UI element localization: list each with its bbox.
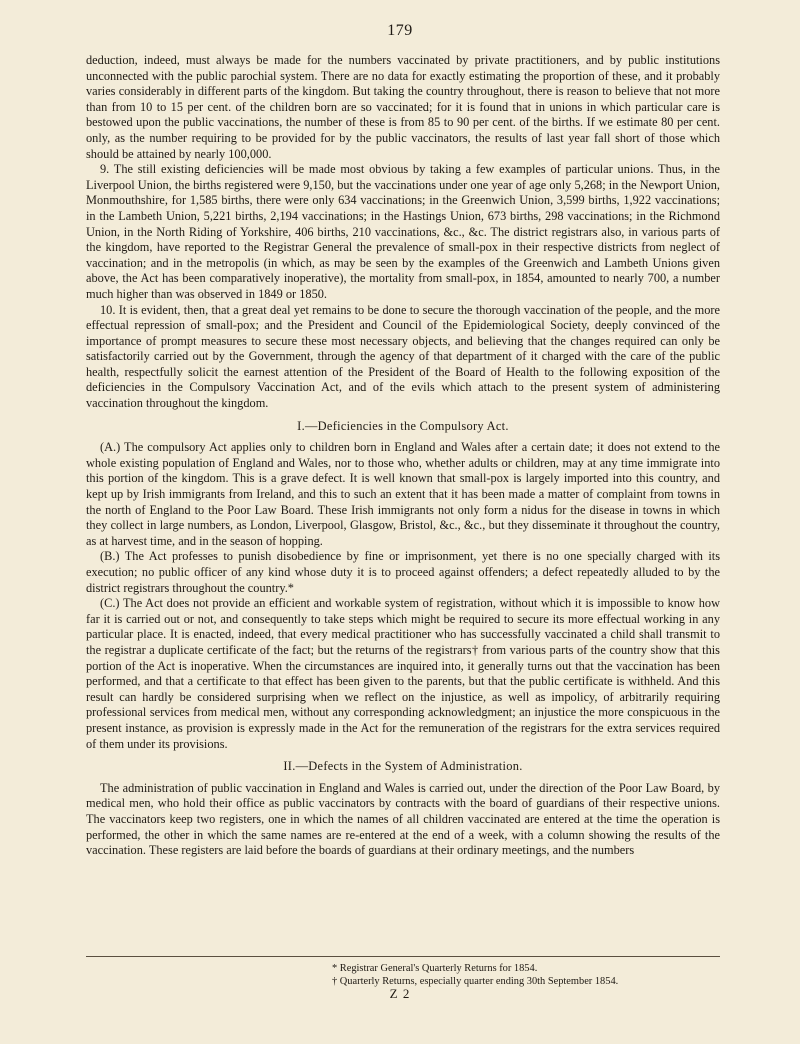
paragraph: 9. The still existing deficiencies will be made most obvious by taking a few examples of particular unions. Thus, in the Liverpool Union, the births registered were 9,150, but the vaccinations under one year of age only 5,268; in the Newport Union, Monmouthshire, for 1,585 births, there were only 634 vaccinations; in the Greenwich Union, 3,599 births, 1,922 vaccinations; in the Lambeth Union, 5,221 births, 2,194 vaccinations; in the Hastings Union, 673 births, 298 vaccinations; in the Richmond Union, in the North Riding of Yorkshire, 406 births, 210 vaccinations, &c., &c. The district registrars also, in various parts of the kingdom, have reported to the Registrar General the prevalence of small-pox in their respective districts from neglect of vaccination; and in the metropolis (in which, as may be seen by the examples of the Greenwich and Lambeth Unions given above, the Act has been comparatively inoperative), the mortality from small-pox, in 1854, amounted to nearly 700, a number much higher than was observed in 1849 or 1850. [86,162,720,301]
paragraph: 10. It is evident, then, that a great deal yet remains to be done to secure the thorough vaccination of the people, and the more effectual repression of small-pox; and the President and Council of the Epidemiological Society, deeply convinced of the importance of prompt measures to secure these most necessary objects, and believing that the changes required can only be satisfactorily carried out by the Government, through the agency of that department of it charged with the care of the public health, respectfully solicit the earnest attention of the President of the Board of Health to the following exposition of the deficiencies in the Compulsory Vaccination Act, and of the evils which attach to the present system of administering vaccination throughout the kingdom. [86,302,720,411]
footnote: † Quarterly Returns, especially quarter ending 30th September 1854. [332,976,619,987]
footnotes [86,956,720,988]
paragraph: The administration of public vaccination in England and Wales is carried out, under the direction of the Poor Law Board, by medical men, who hold their office as public vaccinators by contracts with the board of guardians of their respective unions. The vaccinators keep two registers, one in which the names of all children vaccinated are entered at the time the operation is performed, the other in which the same names are re-entered at the end of a week, with a column showing the results of the vaccination. These registers are laid before the boards of guardians at their ordinary meetings, and the numbers [86,780,720,858]
section-heading: II.—Defects in the System of Administration. [283,759,523,774]
paragraph: (A.) The compulsory Act applies only to children born in England and Wales after a certain date; it does not extend to the whole existing population of England and Wales, nor to those who, whether adults or children, may at any time immigrate into this portion of the kingdom. This is a grave defect. It is well known that small-pox is largely imported into this country, and kept up by Irish immigrants from Ireland, and this to such an extent that it has been made a matter of complaint from towns in the north of England to the Poor Law Board. These Irish immigrants not only form a nidus for the disease in towns in which they collect in large numbers, as London, Liverpool, Glasgow, Bristol, &c., &c., but they disseminate it throughout the country, as at harvest time, and in the season of hopping. [86,440,720,548]
signature-mark: Z 2 [389,986,411,1001]
paragraph: (B.) The Act professes to punish disobedience by fine or imprisonment, yet there is no one specially charged with its execution; no public officer of any kind whose duty it is to proceed against offenders; a defect repeatedly alluded to by the district registrars throughout the country.* [86,549,720,595]
section-heading: I.—Deficiencies in the Compulsory Act. [297,418,509,433]
paragraph: deduction, indeed, must always be made for the numbers vaccinated by private practitioners, and by public institutions unconnected with the public parochial system. There are no data for exactly estimating the proportion of these, and it probably varies considerably in different parts of the kingdom. But taking the country throughout, there is reason to believe that not more than from 10 to 15 per cent. of the children born are so vaccinated; for it is found that in unions in which particular care is bestowed upon the public vaccinations, the number of these is from 85 to 90 per cent. of the births. If we estimate 80 per cent. only, as the number requiring to be provided for by the public vaccinators, the results of last year fall short of those which should be attained by nearly 100,000. [86,53,720,161]
footnote: * Registrar General's Quarterly Returns for 1854. [332,963,538,974]
page-number: 179 [387,22,413,39]
body-text [86,53,720,859]
paragraph: (C.) The Act does not provide an efficient and workable system of registration, without which it is impossible to know how far it is carried out or not, and consequently to take steps which might be required to secure its more effectual working in any particular place. It is enacted, indeed, that every medical practitioner who has successfully vaccinated a child shall transmit to the registrar a duplicate certificate of the fact; but the returns of the registrars† from various parts of the country show that this portion of the Act is inoperative. When the circumstances are inquired into, it generally turns out that the vaccination has been performed, and that a certificate to that effect has been given to the parents, but that the public certificate is withheld. And this result can hardly be considered surprising when we reflect on the injustice, as well as impolicy, of arbitrarily requiring professional services from medical men, without any corresponding acknowledgment; an injustice the more conspicuous in the present instance, as provision is expressly made in the Act for the remuneration of the registrars for the extra services required of them under its provisions. [86,596,720,751]
